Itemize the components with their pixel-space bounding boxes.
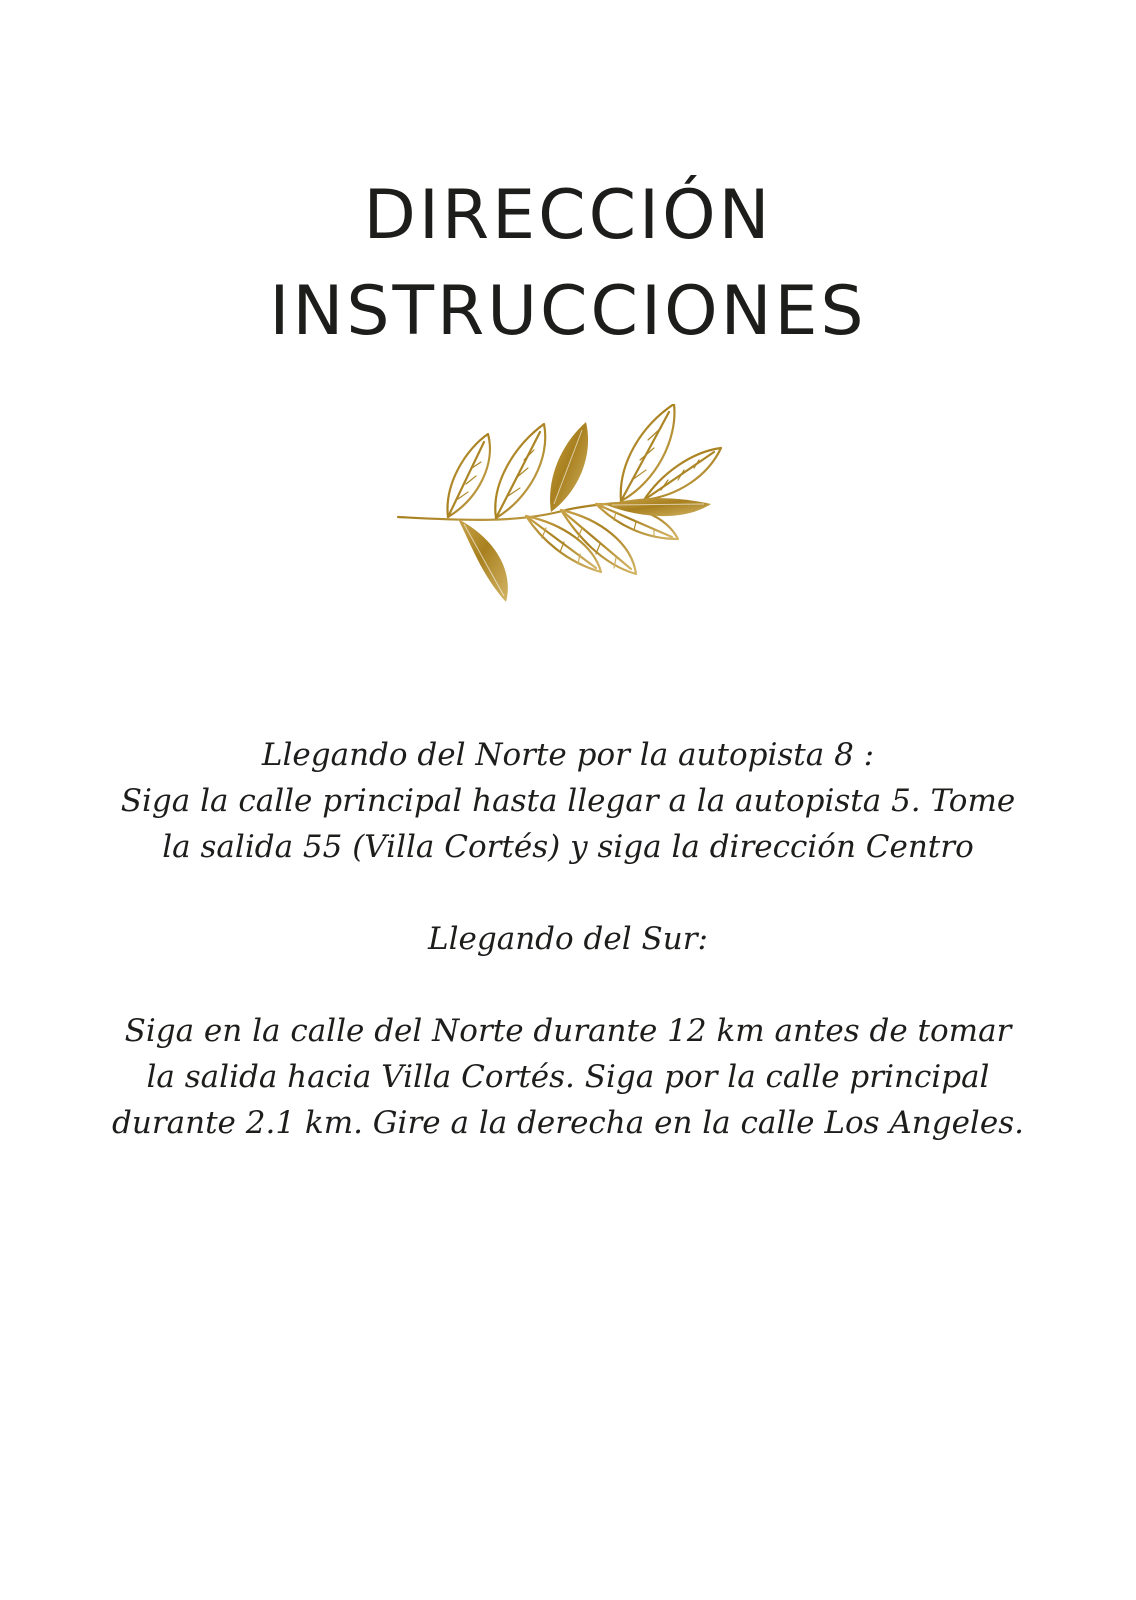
south-line-1: Siga en la calle del Norte durante 12 km antes de tomar xyxy=(124,1013,1012,1049)
south-line-2: la salida hacia Villa Cortés. Siga por la calle principal xyxy=(146,1059,990,1095)
south-heading-block xyxy=(100,916,1036,962)
north-heading: Llegando del Norte por la autopista 8 : xyxy=(261,737,875,773)
north-line-1: Siga la calle principal hasta llegar a la autopista 5. Tome xyxy=(120,783,1016,819)
south-heading: Llegando del Sur: xyxy=(428,921,708,957)
south-directions xyxy=(100,1008,1036,1146)
title-line-1: DIRECCIÓN xyxy=(363,176,773,255)
south-line-3: durante 2.1 km. Gire a la derecha en la calle Los Angeles. xyxy=(112,1105,1024,1141)
north-line-2: la salida 55 (Villa Cortés) y siga la dirección Centro xyxy=(162,829,974,865)
page-title xyxy=(0,168,1136,360)
directions-text xyxy=(100,732,1036,1146)
spacer xyxy=(100,962,1036,1008)
title-line-2: INSTRUCCIONES xyxy=(269,272,867,351)
north-directions xyxy=(100,732,1036,870)
gold-leaf-branch-icon xyxy=(396,404,726,614)
spacer xyxy=(100,870,1036,916)
